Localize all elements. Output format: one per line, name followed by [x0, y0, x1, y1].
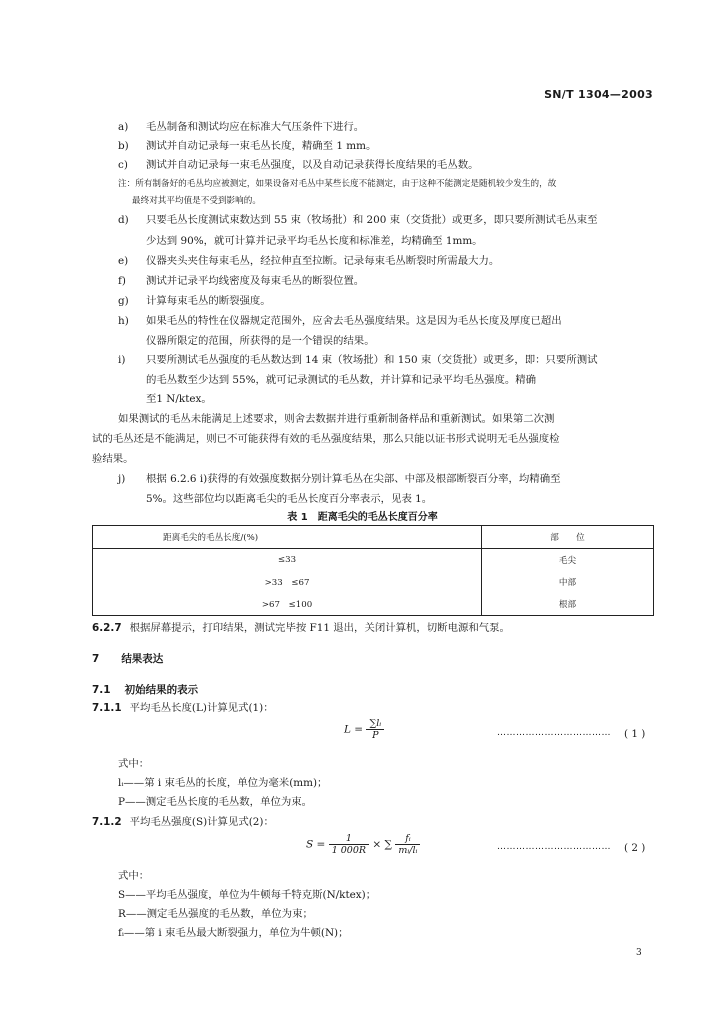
section-number: 7.1.2 [92, 816, 122, 828]
item-text: 只要所测试毛丛强度的毛丛数达到 14 束（牧场批）和 150 束（交货批）或更多，即：只要所测试 [146, 354, 598, 366]
formula-numerator: ∑lᵢ [366, 718, 384, 730]
retest-paragraph-line-2: 试的毛丛还是不能满足，则已不可能获得有效的毛丛强度结果，那么只能以证书形式说明无毛丛强度检 [92, 433, 560, 445]
item-text: 只要毛丛长度测试束数达到 55 束（牧场批）和 200 束（交货批）或更多，即只要所测试毛丛束至 [146, 214, 598, 226]
item-j-line-2: 5%。这些部位均以距离毛尖的毛丛长度百分率表示，见表 1。 [146, 493, 433, 505]
equation-number-2: ( 2 ) [624, 842, 646, 854]
variable-definition: S——平均毛丛强度，单位为牛顿每千特克斯(N/ktex)； [118, 889, 377, 901]
list-item-d [118, 211, 598, 229]
formula-1 [344, 718, 384, 741]
item-text: 根据 6.2.6 i)获得的有效强度数据分别计算毛丛在尖部、中部及根部断裂百分率，均精确至 [146, 473, 561, 485]
retest-paragraph-line-3: 验结果。 [92, 453, 134, 465]
variable-definition: P——测定毛丛长度的毛丛数，单位为束。 [118, 796, 313, 808]
item-mark: f) [118, 275, 126, 287]
item-text: 测试并自动记录每一束毛丛长度，精确至 1 mm。 [146, 140, 377, 152]
page-number: 3 [636, 948, 642, 958]
item-mark: c) [118, 159, 128, 171]
list-item-e [118, 252, 499, 270]
item-text: 如果毛丛的特性在仪器规定范围外，应舍去毛丛强度结果。这是因为毛丛长度及厚度已超出 [146, 315, 562, 327]
item-h-line-2: 仪器所限定的范围，所获得的是一个错误的结果。 [146, 335, 375, 347]
item-mark: a) [118, 121, 129, 133]
formula-lhs: L = [344, 723, 364, 736]
item-text: 计算每束毛丛的断裂强度。 [146, 295, 271, 307]
formula-coef-numerator: 1 [329, 833, 369, 845]
list-item-h [118, 312, 562, 330]
section-6-2-7 [92, 619, 510, 637]
formula-denominator: mᵢ/lᵢ [398, 845, 418, 856]
formula-operator: × ∑ [372, 838, 393, 851]
variable-definition: lᵢ——第 i 束毛丛的长度，单位为毫米(mm)； [118, 777, 328, 789]
table-cell: >67 ≤100 [93, 593, 482, 616]
section-7-1-heading [92, 682, 198, 697]
section-title: 结果表达 [121, 653, 164, 665]
list-item-a [118, 118, 364, 136]
formula-fraction [395, 833, 420, 856]
item-text: 测试并自动记录每一束毛丛强度，以及自动记录获得长度结果的毛丛数。 [146, 159, 479, 171]
section-7-1-1 [92, 699, 274, 717]
table-caption: 表 1 距离毛尖的毛丛长度百分率 [287, 512, 438, 523]
table-cell: ≤33 [93, 549, 482, 572]
item-mark: d) [118, 214, 129, 226]
formula-fraction [366, 718, 384, 741]
table-cell: 中部 [482, 571, 654, 593]
item-d-line-2: 少达到 90%，就可计算并记录平均毛丛长度和标准差，均精确至 1mm。 [146, 235, 483, 247]
leader-dots: ……………………………… [497, 728, 611, 738]
formula-numerator: fᵢ [395, 833, 420, 845]
item-mark: b) [118, 140, 129, 152]
variable-definition: R——测定毛丛强度的毛丛数，单位为束； [118, 908, 313, 920]
variable-definition: fᵢ——第 i 束毛丛最大断裂强力，单位为牛顿(N)； [118, 927, 349, 939]
list-item-b [118, 137, 376, 155]
table-header-row [93, 526, 654, 549]
section-number: 7 [92, 653, 100, 665]
table-row [93, 549, 654, 572]
where-label: 式中： [118, 758, 150, 770]
list-item-j [118, 470, 560, 488]
section-title: 初始结果的表示 [124, 684, 199, 696]
list-item-i [118, 351, 598, 369]
formula-coef-denominator: 1 000R [331, 845, 367, 856]
note-line-1: 注：所有制备好的毛丛均应被测定，如果设备对毛丛中某些长度不能测定，由于这种不能测定是随机较少发生的，故 [118, 179, 557, 189]
item-mark: i) [118, 354, 126, 366]
section-7-1-2 [92, 813, 274, 831]
formula-coefficient [329, 833, 369, 856]
section-number: 6.2.7 [92, 622, 122, 634]
table-row [93, 593, 654, 616]
section-text: 平均毛丛长度(L)计算见式(1)： [129, 702, 274, 714]
section-number: 7.1 [92, 684, 111, 696]
section-text: 平均毛丛强度(S)计算见式(2)： [129, 816, 274, 828]
item-mark: g) [118, 295, 129, 307]
list-item-f [118, 272, 364, 290]
list-item-c [118, 156, 479, 174]
item-mark: j) [118, 473, 126, 485]
list-item-g [118, 292, 271, 310]
item-text: 测试并记录平均线密度及每束毛丛的断裂位置。 [146, 275, 365, 287]
retest-paragraph-line-1: 如果测试的毛丛未能满足上述要求，则舍去数据并进行重新制备样品和重新测试。如果第二次测 [118, 413, 555, 425]
note-line-2: 最终对其平均值是不受到影响的。 [132, 196, 261, 206]
formula-2 [306, 833, 420, 856]
table-1 [92, 525, 654, 616]
standard-code-header: SN/T 1304—2003 [544, 88, 653, 101]
table-header-cell: 距离毛尖的毛丛长度/(%) [93, 526, 482, 549]
item-i-line-2: 的毛丛数至少达到 55%，就可记录测试的毛丛数，并计算和记录平均毛丛强度。精确 [146, 374, 537, 386]
section-7-heading [92, 651, 163, 666]
table-row [93, 571, 654, 593]
item-mark: e) [118, 255, 129, 267]
where-label: 式中： [118, 870, 150, 882]
leader-dots: ……………………………… [497, 842, 611, 852]
item-text: 仪器夹头夹住每束毛丛，经拉伸直至拉断。记录每束毛丛断裂时所需最大力。 [146, 255, 500, 267]
table-header-cell: 部 位 [482, 526, 654, 549]
table-cell: 根部 [482, 593, 654, 616]
item-mark: h) [118, 315, 129, 327]
section-text: 根据屏幕提示，打印结果，测试完毕按 F11 退出，关闭计算机，切断电源和气泵。 [129, 622, 510, 634]
equation-number-1: ( 1 ) [624, 728, 646, 740]
item-i-line-3: 至1 N/ktex。 [146, 393, 212, 405]
item-text: 毛丛制备和测试均应在标准大气压条件下进行。 [146, 121, 365, 133]
table-cell: >33 ≤67 [93, 571, 482, 593]
table-cell: 毛尖 [482, 549, 654, 572]
formula-denominator: P [372, 730, 379, 741]
formula-lhs: S = [306, 838, 326, 851]
section-number: 7.1.1 [92, 702, 122, 714]
